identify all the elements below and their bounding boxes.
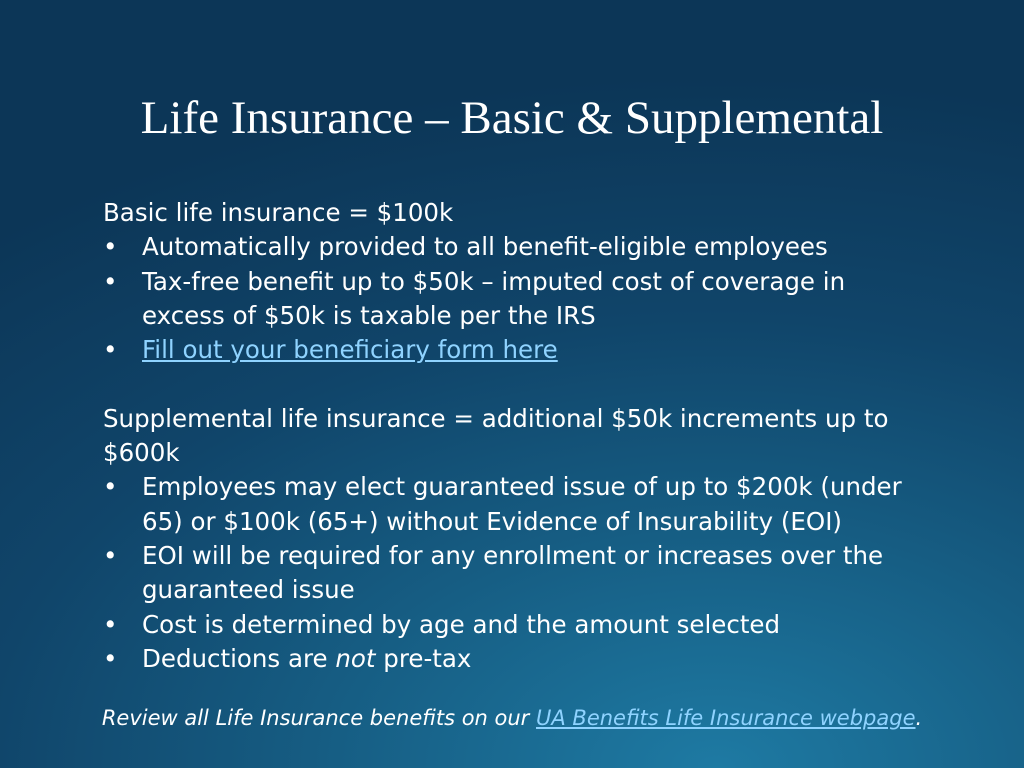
bullet-text: Employees may elect guaranteed issue of up to $200k (under 65) or $100k (65+) without Evidence of Insurability (EOI) [142, 472, 902, 536]
list-item [103, 539, 933, 608]
bullet-text: Tax-free benefit up to $50k – imputed cost of coverage in excess of $50k is taxable per the IRS [142, 266, 846, 330]
bullet-text: Automatically provided to all benefit-eligible employees [142, 232, 828, 262]
beneficiary-form-link[interactable]: Fill out your beneficiary form here [142, 335, 558, 365]
list-item [103, 333, 933, 367]
list-item [103, 470, 933, 539]
bullet-text: Cost is determined by age and the amount selected [142, 609, 781, 639]
basic-life-heading: Basic life insurance = $100k [103, 198, 454, 227]
bullet-text-before: Deductions are [142, 643, 336, 673]
section-spacer [103, 367, 933, 401]
supplemental-life-bullet-list [103, 470, 933, 676]
footer-note [0, 703, 1024, 733]
slide-title: Life Insurance – Basic & Supplemental [140, 92, 884, 144]
bullet-icon: • [103, 540, 118, 570]
bullet-icon: • [103, 232, 118, 262]
bullet-text-after: pre-tax [375, 643, 472, 673]
list-item [103, 230, 933, 264]
list-item [103, 265, 933, 334]
list-item [103, 608, 933, 642]
bullet-icon: • [103, 609, 118, 639]
list-item [103, 642, 933, 676]
bullet-icon: • [103, 335, 118, 365]
slide-body [103, 196, 933, 676]
footer-prefix: Review all Life Insurance benefits on our [101, 706, 536, 730]
emphasis-text: not [335, 643, 376, 673]
bullet-icon: • [103, 472, 118, 502]
bullet-icon: • [103, 643, 118, 673]
basic-life-bullet-list [103, 230, 933, 367]
bullet-icon: • [103, 266, 118, 296]
bullet-text: EOI will be required for any enrollment or increases over the guaranteed issue [142, 540, 884, 605]
benefits-webpage-link[interactable]: UA Benefits Life Insurance webpage [536, 706, 916, 730]
supplemental-life-heading: Supplemental life insurance = additional $50k increments up to $600k [103, 403, 889, 468]
footer-suffix: . [915, 706, 923, 730]
